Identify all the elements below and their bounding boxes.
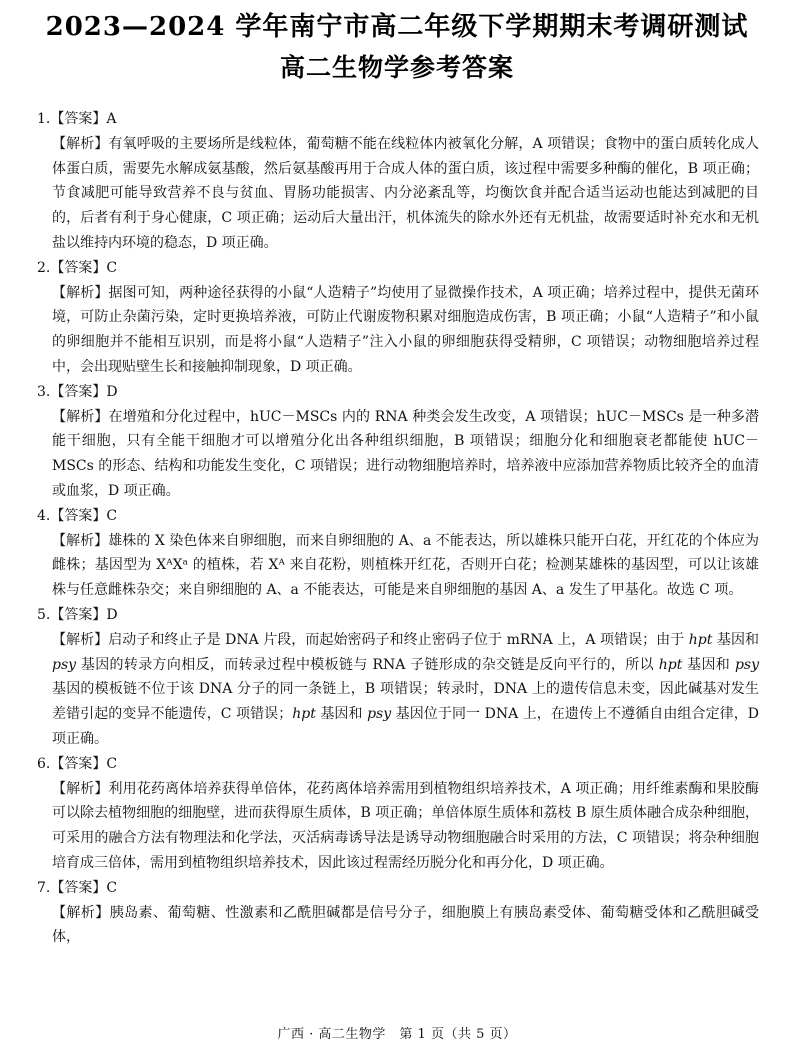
- answer-line: 4.【答案】C: [37, 507, 118, 524]
- page-footer: 广西 · 高二生物学 第 1 页（共 5 页）: [277, 1027, 517, 1042]
- analysis-text: 【解析】启动子和终止子是 DNA 片段，而起始密码子和终止密码子位于 mRNA 上，A 项错误；由于 hpt 基因和 psy 基因的转录方向相反，而转录过程中模板链与 RNA 子链形成的杂交链是反向平行的，所以 hpt 基因和 psy 基因的模板链不位于该 DNA 分子的同一条链上，B 项错误；转录时，DNA 上的遗传信息未变，因此碱基对发生差错引起的变异不能遗传，C 项错误；hpt 基因和 psy 基因位于同一 DNA 上，在遗传上不遵循自由组合定律，D 项正确。: [52, 631, 759, 747]
- answer-line: 1.【答案】A: [37, 111, 117, 127]
- exam-subtitle: 高二生物学参考答案: [279, 53, 514, 82]
- question-item-7: [37, 876, 759, 950]
- answer-line: 7.【答案】C: [37, 879, 118, 896]
- question-item-3: [37, 380, 759, 504]
- analysis-text: 【解析】利用花药离体培养获得单倍体，花药离体培养需用到植物组织培养技术，A 项正确；用纤维素酶和果胶酶可以除去植物细胞的细胞壁，进而获得原生质体，B 项正确；单倍体原生质体和荔枝 B 原生质体融合成杂种细胞，可采用的融合方法有物理法和化学法，灭活病毒诱导法是诱导动物细胞融合时采用的方法，C 项错误；将杂种细胞培育成三倍体，需用到植物组织培养技术，因此该过程需经历脱分化和再分化，D 项正确。: [52, 780, 759, 871]
- analysis-text: 【解析】胰岛素、葡萄糖、性激素和乙酰胆碱都是信号分子，细胞膜上有胰岛素受体、葡萄糖受体和乙酰胆碱受体，: [52, 904, 759, 946]
- question-item-4: [37, 504, 759, 603]
- question-item-1: [37, 107, 759, 256]
- answer-line: 2.【答案】C: [37, 259, 118, 276]
- answer-line: 5.【答案】D: [37, 606, 118, 623]
- exam-title: 2023—2024 学年南宁市高二年级下学期期末考调研测试: [45, 12, 749, 42]
- analysis-text: 【解析】雄株的 X 染色体来自卵细胞，而来自卵细胞的 A、a 不能表达，所以雄株只能开白花，开红花的个体应为雌株；基因型为 XᴬXᵃ 的植株，若 Xᴬ 来自花粉，则植株开红花，否则开白花；检测某雄株的基因型，可以让该雄株与任意雌株杂交；来自卵细胞的 A、a 不能表达，可能是来自卵细胞的基因 A、a 发生了甲基化。故选 C 项。: [52, 532, 759, 599]
- question-item-6: [37, 752, 759, 876]
- analysis-text: 【解析】在增殖和分化过程中，hUC－MSCs 内的 RNA 种类会发生改变，A 项错误；hUC－MSCs 是一种多潜能干细胞，只有全能干细胞才可以增殖分化出各种组织细胞，B 项错误；细胞分化和细胞衰老都能使 hUC－MSCs 的形态、结构和功能发生变化，C 项错误；进行动物细胞培养时，培养液中应添加营养物质比较齐全的血清或血浆，D 项正确。: [52, 408, 759, 499]
- question-item-5: [37, 603, 759, 752]
- answer-list: [37, 107, 759, 950]
- analysis-text: 【解析】有氧呼吸的主要场所是线粒体，葡萄糖不能在线粒体内被氧化分解，A 项错误；食物中的蛋白质转化成人体蛋白质，需要先水解成氨基酸，然后氨基酸再用于合成人体的蛋白质，该过程中需要多种酶的催化，B 项正确；节食减肥可能导致营养不良与贫血、胃肠功能损害、内分泌紊乱等，均衡饮食并配合适当运动也能达到减肥的目的，后者有利于身心健康，C 项正确；运动后大量出汗，机体流失的除水外还有无机盐，故需要适时补充水和无机盐以维持内环境的稳态，D 项正确。: [52, 135, 759, 251]
- answer-line: 6.【答案】C: [37, 755, 118, 772]
- answer-line: 3.【答案】D: [37, 383, 118, 400]
- question-item-2: [37, 256, 759, 380]
- analysis-text: 【解析】据图可知，两种途径获得的小鼠“人造精子”均使用了显微操作技术，A 项正确；培养过程中，提供无菌环境，可防止杂菌污染，定时更换培养液，可防止代谢废物积累对细胞造成伤害，B 项正确；小鼠“人造精子”和小鼠的卵细胞并不能相互识别，而是将小鼠“人造精子”注入小鼠的卵细胞获得受精卵，C 项错误；动物细胞培养过程中，会出现贴壁生长和接触抑制现象，D 项正确。: [52, 284, 759, 375]
